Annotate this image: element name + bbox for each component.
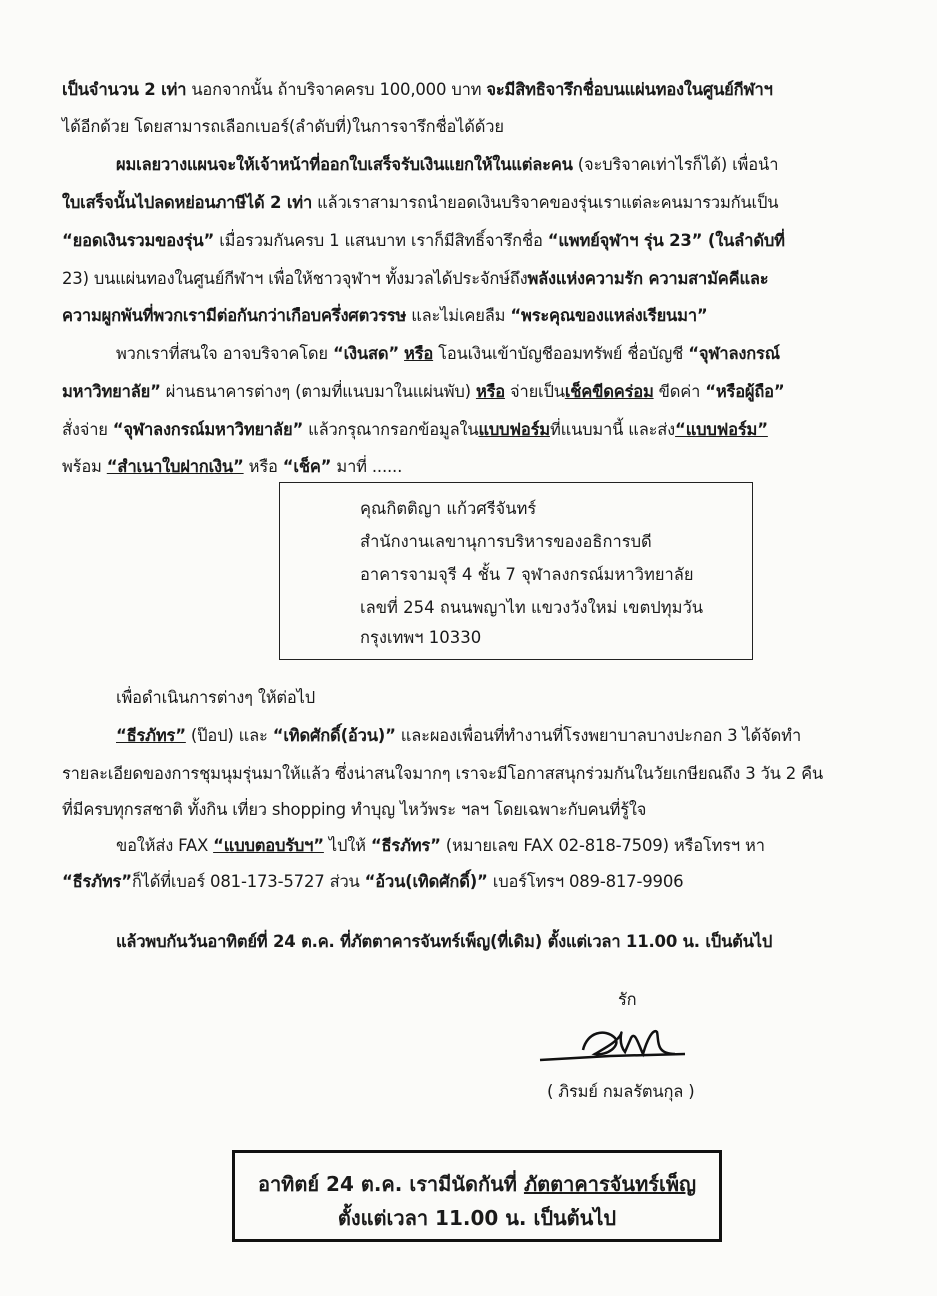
- address-box: [279, 482, 753, 660]
- address-street: เลขที่ 254 ถนนพญาไท แขวงวังใหม่ เขตปทุมวัน: [360, 598, 704, 617]
- closing-text: รัก: [618, 990, 637, 1009]
- para1-line2: ได้อีกด้วย โดยสามารถเลือกเบอร์(ลำดับที่)ในการจารึกชื่อได้ด้วย: [62, 117, 504, 136]
- para2-line5: ความผูกพันที่พวกเรามีต่อกันกว่าเกือบครึ่งศตวรรษ และไม่เคยลืม “พระคุณของแหล่งเรียนมา”: [62, 306, 708, 325]
- signature-name: ( ภิรมย์ กมลรัตนกุล ): [547, 1082, 695, 1101]
- para5-line2: รายละเอียดของการชุมนุมรุ่นมาให้แล้ว ซึ่งน่าสนใจมากๆ เราจะมีโอกาสสนุกร่วมกันในวัยเกษียณถึง 3 วัน 2 คืน: [62, 764, 824, 783]
- reminder-line2: ตั้งแต่เวลา 11.00 น. เป็นต้นไป: [337, 1206, 617, 1230]
- meeting-reminder-box: [232, 1150, 722, 1242]
- address-city: กรุงเทพฯ 10330: [360, 628, 482, 647]
- signature-mark: [535, 1020, 705, 1075]
- para3-line3: สั่งจ่าย “จุฬาลงกรณ์มหาวิทยาลัย” แล้วกรุณากรอกข้อมูลในแบบฟอร์มที่แนบมานี้ และส่ง“แบบฟอร์ม”: [62, 420, 768, 439]
- reminder-line1: อาทิตย์ 24 ต.ค. เรามีนัดกันที่ ภัตตาคารจันทร์เพ็ญ: [257, 1172, 697, 1196]
- para7: แล้วพบกันวันอาทิตย์ที่ 24 ต.ค. ที่ภัตตาคารจันทร์เพ็ญ(ที่เดิม) ตั้งแต่เวลา 11.00 น. เป็นต้นไป: [116, 932, 773, 951]
- para3-line4: พร้อม “สำเนาใบฝากเงิน” หรือ “เช็ค” มาที่ ......: [62, 457, 403, 476]
- para2-line4: 23) บนแผ่นทองในศูนย์กีฬาฯ เพื่อให้ชาวจุฬาฯ ทั้งมวลได้ประจักษ์ถึงพลังแห่งความรัก ความสามัคคีและ: [62, 269, 769, 288]
- address-building: อาคารจามจุรี 4 ชั้น 7 จุฬาลงกรณ์มหาวิทยาลัย: [360, 565, 694, 584]
- para2-line3: “ยอดเงินรวมของรุ่น” เมื่อรวมกันครบ 1 แสนบาท เราก็มีสิทธิ์จารึกชื่อ “แพทย์จุฬาฯ รุ่น 23” (ในลำดับที่: [62, 231, 785, 250]
- para3-line2: มหาวิทยาลัย” ผ่านธนาคารต่างๆ (ตามที่แนบมาในแผ่นพับ) หรือ จ่ายเป็นเช็คขีดคร่อม ขีดค่า “หรือผู้ถือ”: [62, 382, 785, 401]
- para6-line2: “ธีรภัทร”ก็ได้ที่เบอร์ 081-173-5727 ส่วน “อ้วน(เทิดศักดิ์)” เบอร์โทรฯ 089-817-9906: [62, 872, 684, 891]
- para5-line1: “ธีรภัทร” (ป๊อป) และ “เทิดศักดิ์(อ้วน)” และผองเพื่อนที่ทำงานที่โรงพยาบาลบางปะกอก 3 ได้จัดทำ: [116, 726, 802, 745]
- address-office: สำนักงานเลขานุการบริหารของอธิการบดี: [360, 532, 652, 551]
- para6-line1: ขอให้ส่ง FAX “แบบตอบรับฯ” ไปให้ “ธีรภัทร” (หมายเลข FAX 02-818-7509) หรือโทรฯ หา: [116, 836, 765, 855]
- address-name: คุณกิตติญา แก้วศรีจันทร์: [360, 499, 537, 518]
- para4: เพื่อดำเนินการต่างๆ ให้ต่อไป: [116, 688, 315, 707]
- para1-line1: เป็นจำนวน 2 เท่า นอกจากนั้น ถ้าบริจาคครบ 100,000 บาท จะมีสิทธิจารึกชื่อบนแผ่นทองในศูนย์กีฬาฯ: [62, 80, 773, 99]
- para2-line2: ใบเสร็จนั้นไปลดหย่อนภาษีได้ 2 เท่า แล้วเราสามารถนำยอดเงินบริจาคของรุ่นเราแต่ละคนมารวมกันเป็น: [62, 193, 779, 212]
- para2-line1: ผมเลยวางแผนจะให้เจ้าหน้าที่ออกใบเสร็จรับเงินแยกให้ในแต่ละคน (จะบริจาคเท่าไรก็ได้) เพื่อนำ: [116, 155, 779, 174]
- para5-line3: ที่มีครบทุกรสชาติ ทั้งกิน เที่ยว shopping ทำบุญ ไหว้พระ ฯลฯ โดยเฉพาะกับคนที่รู้ใจ: [62, 800, 647, 819]
- para3-line1: พวกเราที่สนใจ อาจบริจาคโดย “เงินสด” หรือ โอนเงินเข้าบัญชีออมทรัพย์ ชื่อบัญชี “จุฬาลงกรณ์: [116, 344, 780, 363]
